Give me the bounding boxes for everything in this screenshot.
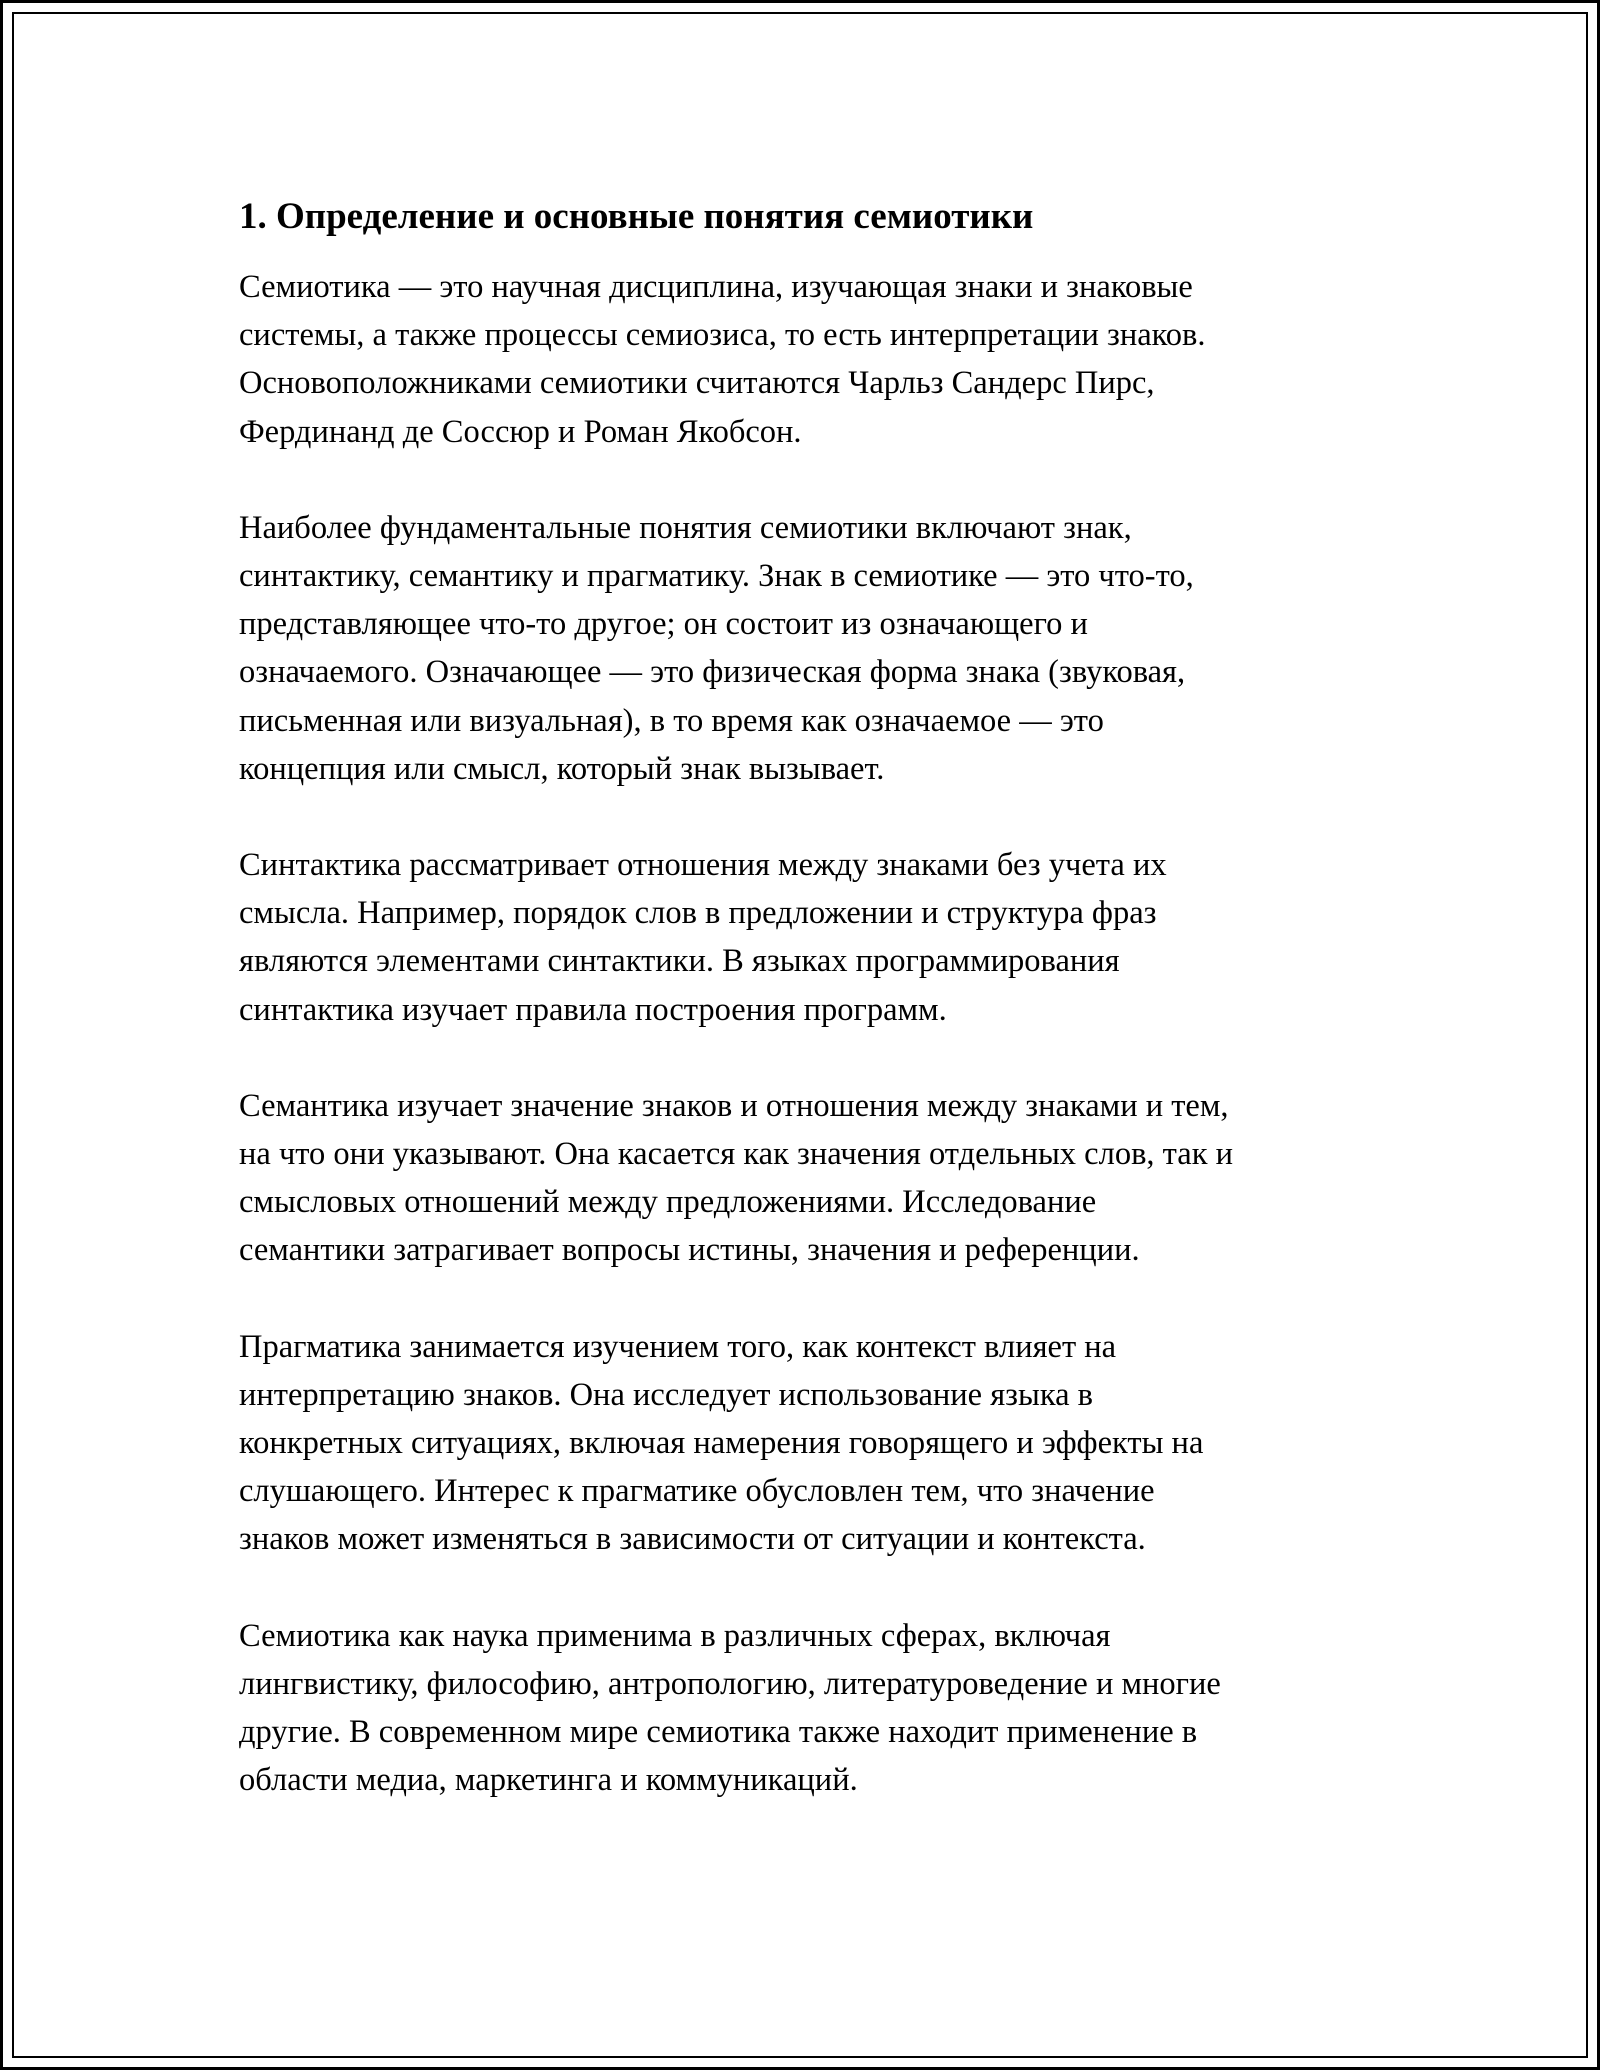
text-line: синтактику, семантику и прагматику. Знак в семиотике — это что-то, xyxy=(239,558,1194,595)
text-line: на что они указывают. Она касается как значения отдельных слов, так и xyxy=(239,1136,1233,1173)
document-content xyxy=(239,191,1379,1804)
text-line: означаемого. Означающее — это физическая форма знака (звуковая, xyxy=(239,654,1186,691)
text-line: концепция или смысл, который знак вызывает. xyxy=(239,750,885,787)
text-line: слушающего. Интерес к прагматике обусловлен тем, что значение xyxy=(239,1473,1155,1510)
text-line: Семантика изучает значение знаков и отношения между знаками и тем, xyxy=(239,1087,1229,1124)
text-line: Наиболее фундаментальные понятия семиотики включают знак, xyxy=(239,509,1132,546)
text-line: являются элементами синтактики. В языках программирования xyxy=(239,943,1120,980)
text-line: знаков может изменяться в зависимости от ситуации и контекста. xyxy=(239,1521,1146,1558)
text-line: Синтактика рассматривает отношения между знаками без учета их xyxy=(239,847,1167,884)
text-line: синтактика изучает правила построения программ. xyxy=(239,991,947,1028)
text-line: интерпретацию знаков. Она исследует использование языка в xyxy=(239,1376,1094,1413)
paragraph-fundamental-concepts xyxy=(239,504,1379,793)
text-line: лингвистику, философию, антропологию, литературоведение и многие xyxy=(239,1665,1221,1702)
paragraph-definition xyxy=(239,263,1379,456)
text-line: Основоположниками семиотики считаются Чарльз Сандерс Пирс, xyxy=(239,365,1155,402)
text-line: области медиа, маркетинга и коммуникаций. xyxy=(239,1762,858,1799)
paragraph-pragmatics xyxy=(239,1323,1379,1564)
text-line: Фердинанд де Соссюр и Роман Якобсон. xyxy=(239,413,802,450)
text-line: Семиотика как наука применима в различных сферах, включая xyxy=(239,1617,1111,1654)
section-heading: 1. Определение и основные понятия семиотики xyxy=(239,196,1034,237)
text-line: Семиотика — это научная дисциплина, изучающая знаки и знаковые xyxy=(239,269,1193,305)
text-line: письменная или визуальная), в то время как означаемое — это xyxy=(239,702,1104,739)
paragraph-syntactics xyxy=(239,841,1379,1034)
text-line: представляющее что-то другое; он состоит из означающего и xyxy=(239,606,1088,643)
text-line: Прагматика занимается изучением того, как контекст влияет на xyxy=(239,1328,1117,1365)
text-line: конкретных ситуациях, включая намерения говорящего и эффекты на xyxy=(239,1425,1204,1462)
paragraph-applications xyxy=(239,1612,1379,1805)
text-line: другие. В современном мире семиотика также находит применение в xyxy=(239,1714,1198,1751)
text-line: семантики затрагивает вопросы истины, значения и референции. xyxy=(239,1232,1140,1269)
text-line: смысловых отношений между предложениями. Исследование xyxy=(239,1184,1097,1221)
text-line: смысла. Например, порядок слов в предложении и структура фраз xyxy=(239,895,1157,932)
paragraph-semantics xyxy=(239,1082,1379,1275)
text-line: системы, а также процессы семиозиса, то есть интерпретации знаков. xyxy=(239,317,1206,354)
